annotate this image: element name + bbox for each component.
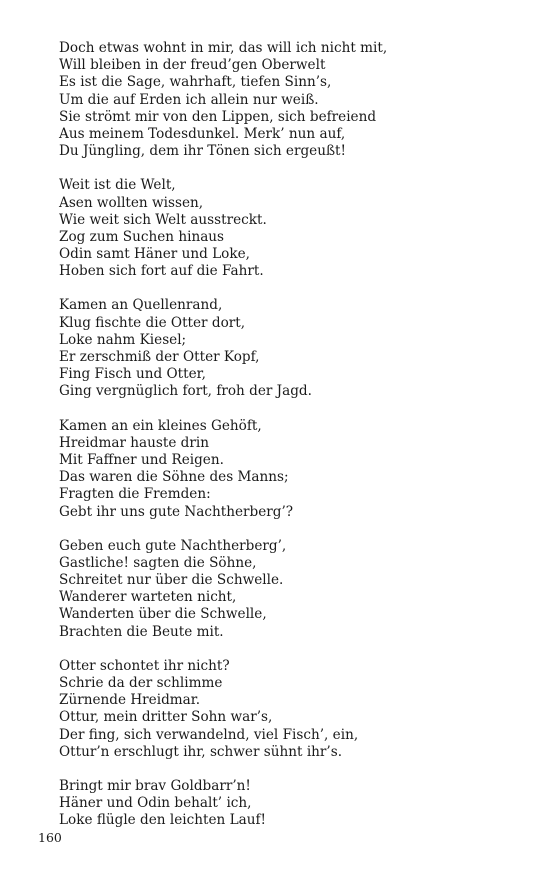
verse-line: Brachten die Beute mit. [59, 623, 224, 640]
verse-line: Weit ist die Welt, [59, 177, 176, 194]
verse-line: Schrie da der schlimme [59, 675, 223, 691]
verse-line: Sie strömt mir von den Lippen, sich befreiend [59, 108, 377, 125]
verse-line: Wie weit sich Welt ausstreckt. [59, 211, 267, 228]
verse-line: Ottur’n erschlugt ihr, schwer sühnt ihr’s. [59, 743, 343, 760]
verse-line: Ging vergnüglich fort, froh der Jagd. [59, 383, 312, 400]
verse-line: Ottur, mein dritter Sohn war’s, [59, 709, 273, 726]
verse-line: Bringt mir brav Goldbarr’n! [59, 777, 251, 794]
verse-line: Du Jüngling, dem ihr Tönen sich ergeußt! [59, 143, 346, 160]
verse-line: Schreitet nur über die Schwelle. [59, 572, 284, 589]
verse-line: Es ist die Sage, wahrhaft, tiefen Sinn’s, [59, 74, 332, 91]
verse-line: Otter schontet ihr nicht? [59, 657, 230, 674]
verse-line: Er zerschmiß der Otter Kopf, [59, 349, 260, 365]
verse-line: Wanderten über die Schwelle, [59, 606, 267, 623]
verse-line: Zog zum Suchen hinaus [59, 228, 225, 245]
verse-line: Odin samt Häner und Loke, [59, 246, 250, 263]
verse-line: Der fing, sich verwandelnd, viel Fisch’, ein, [59, 726, 359, 743]
stanza-7 [59, 778, 529, 830]
stanza-6 [59, 658, 529, 761]
stanza-3 [59, 297, 529, 400]
stanza-2 [59, 177, 529, 280]
verse-line: Hreidmar hauste drin [59, 434, 209, 451]
verse-line: Mit Faffner und Reigen. [59, 451, 224, 468]
verse-line: Wanderer warteten nicht, [59, 589, 237, 606]
verse-line: Hoben sich fort auf die Fahrt. [59, 263, 264, 280]
verse-line: Geben euch gute Nachtherberg’, [59, 537, 287, 554]
verse-line: Loke nahm Kiesel; [59, 331, 187, 348]
verse-line: Aus meinem Todesdunkel. Merk’ nun auf, [59, 125, 346, 142]
verse-line: Kamen an ein kleines Gehöft, [59, 417, 262, 434]
stanza-5 [59, 538, 529, 641]
page-number: 160 [38, 830, 62, 845]
verse-line: Asen wollten wissen, [59, 194, 204, 211]
verse-line: Zürnende Hreidmar. [59, 692, 201, 709]
verse-line: Häner und Odin behalt’ ich, [59, 795, 252, 812]
verse-line: Um die auf Erden ich allein nur weiß. [59, 91, 319, 108]
verse-line: Loke flügle den leichten Lauf! [59, 812, 266, 829]
verse-line: Das waren die Söhne des Manns; [59, 469, 289, 486]
verse-line: Klug fischte die Otter dort, [59, 314, 246, 331]
verse-line: Gebt ihr uns gute Nachtherberg’? [59, 503, 294, 520]
verse-line: Will bleiben in der freud’gen Oberwelt [59, 57, 326, 74]
verse-line: Doch etwas wohnt in mir, das will ich nicht mit, [59, 40, 388, 56]
poem-text [59, 40, 529, 847]
verse-line: Kamen an Quellenrand, [59, 297, 223, 314]
stanza-4 [59, 418, 529, 521]
stanza-1 [59, 40, 529, 160]
verse-line: Fing Fisch und Otter, [59, 366, 206, 383]
verse-line: Fragten die Fremden: [59, 486, 211, 503]
verse-line: Gastliche! sagten die Söhne, [59, 554, 257, 571]
